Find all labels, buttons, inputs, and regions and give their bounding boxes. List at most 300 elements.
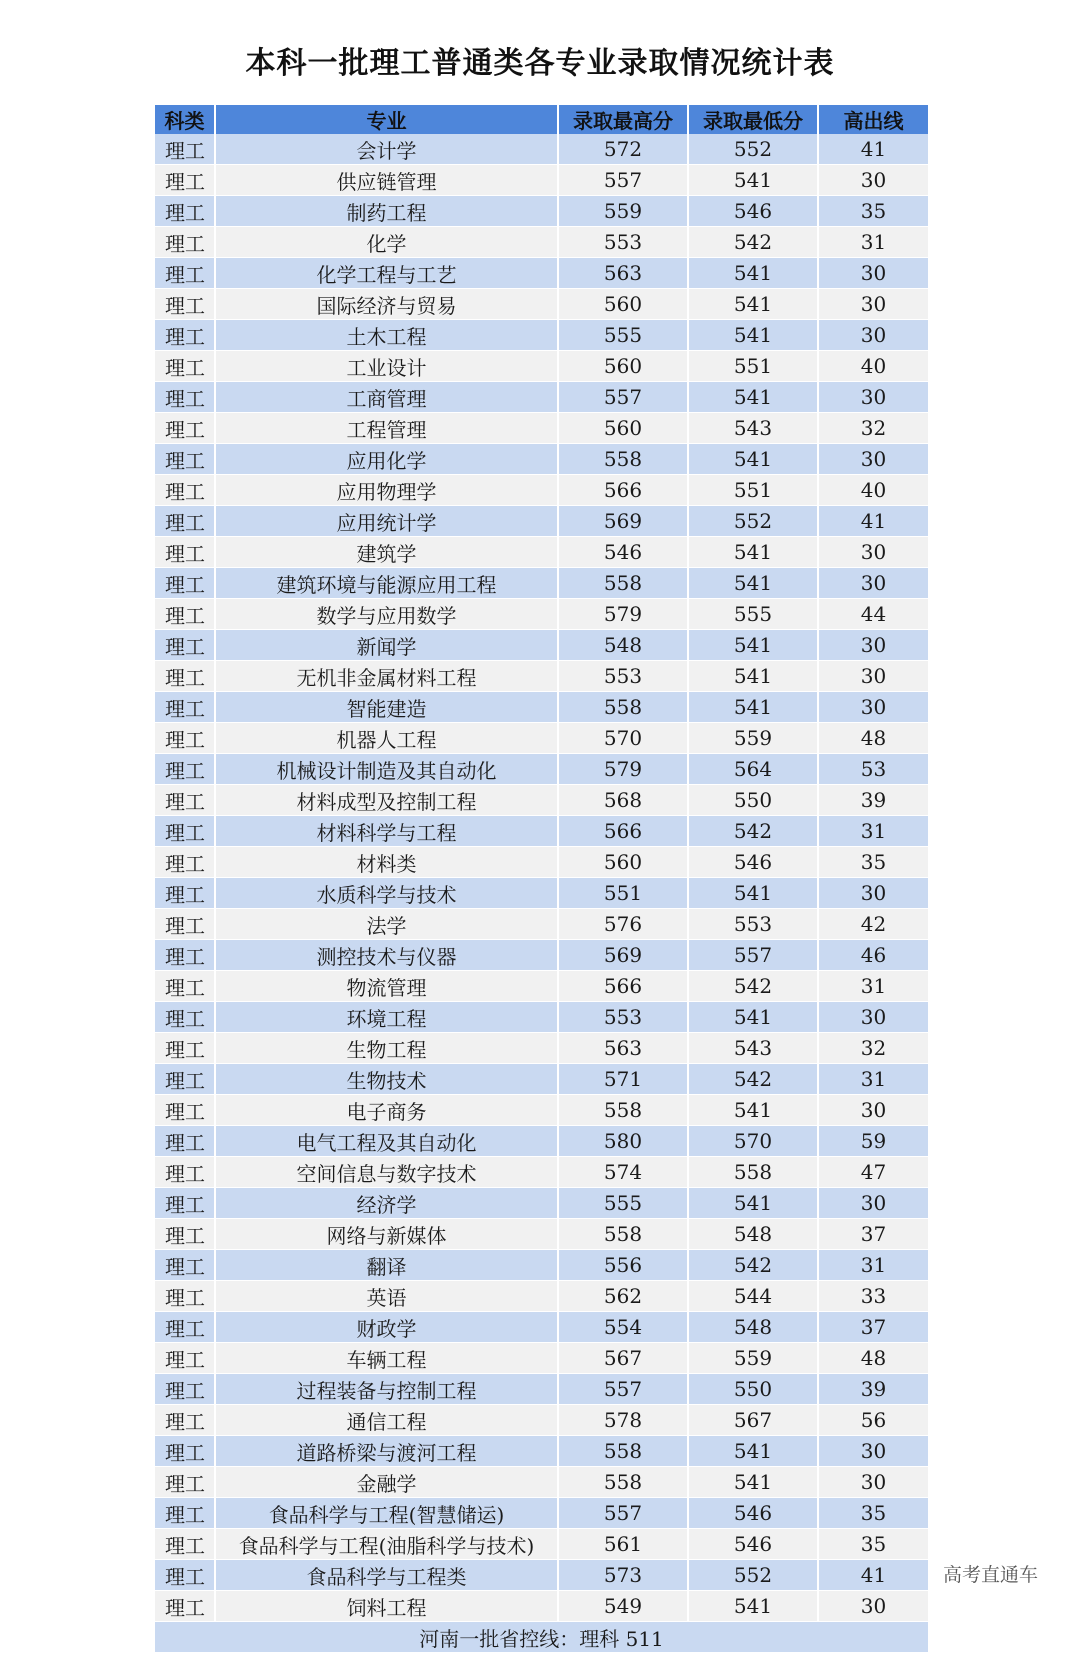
above-line-cell: 35: [818, 1529, 928, 1560]
table-row: [155, 1374, 928, 1405]
max-score-cell: 557: [558, 1374, 688, 1405]
table-row: [155, 1033, 928, 1064]
max-score-cell: 556: [558, 1250, 688, 1281]
table-row: [155, 537, 928, 568]
above-line-cell: 59: [818, 1126, 928, 1157]
min-score-cell: 555: [688, 599, 818, 630]
category-cell: 理工: [155, 1281, 215, 1312]
above-line-cell: 31: [818, 1250, 928, 1281]
max-score-cell: 579: [558, 754, 688, 785]
category-cell: 理工: [155, 816, 215, 847]
table-row: [155, 940, 928, 971]
min-score-cell: 546: [688, 196, 818, 227]
major-cell: 饲料工程: [215, 1591, 558, 1622]
above-line-cell: 30: [818, 1095, 928, 1126]
above-line-cell: 37: [818, 1219, 928, 1250]
header-category: 科类: [155, 105, 215, 134]
max-score-cell: 579: [558, 599, 688, 630]
table-row: [155, 630, 928, 661]
major-cell: 财政学: [215, 1312, 558, 1343]
table-row: [155, 320, 928, 351]
category-cell: 理工: [155, 258, 215, 289]
max-score-cell: 561: [558, 1529, 688, 1560]
above-line-cell: 48: [818, 723, 928, 754]
table-row: [155, 785, 928, 816]
category-cell: 理工: [155, 1560, 215, 1591]
min-score-cell: 548: [688, 1219, 818, 1250]
major-cell: 数学与应用数学: [215, 599, 558, 630]
max-score-cell: 563: [558, 258, 688, 289]
table-row: [155, 599, 928, 630]
major-cell: 法学: [215, 909, 558, 940]
min-score-cell: 551: [688, 351, 818, 382]
category-cell: 理工: [155, 568, 215, 599]
table-row: [155, 382, 928, 413]
admission-table: [155, 105, 928, 1653]
category-cell: 理工: [155, 785, 215, 816]
min-score-cell: 544: [688, 1281, 818, 1312]
major-cell: 国际经济与贸易: [215, 289, 558, 320]
category-cell: 理工: [155, 630, 215, 661]
major-cell: 空间信息与数字技术: [215, 1157, 558, 1188]
major-cell: 应用统计学: [215, 506, 558, 537]
min-score-cell: 543: [688, 413, 818, 444]
above-line-cell: 30: [818, 1188, 928, 1219]
min-score-cell: 541: [688, 382, 818, 413]
watermark: 高考直通车: [943, 1564, 1039, 1586]
max-score-cell: 569: [558, 506, 688, 537]
table-row: [155, 723, 928, 754]
above-line-cell: 40: [818, 351, 928, 382]
major-cell: 食品科学与工程(油脂科学与技术): [215, 1529, 558, 1560]
category-cell: 理工: [155, 1250, 215, 1281]
max-score-cell: 558: [558, 692, 688, 723]
max-score-cell: 546: [558, 537, 688, 568]
min-score-cell: 541: [688, 1188, 818, 1219]
above-line-cell: 35: [818, 196, 928, 227]
major-cell: 工程管理: [215, 413, 558, 444]
min-score-cell: 559: [688, 1343, 818, 1374]
header-row: [155, 105, 928, 134]
max-score-cell: 558: [558, 1436, 688, 1467]
min-score-cell: 546: [688, 1498, 818, 1529]
header-max-score: 录取最高分: [558, 105, 688, 134]
province-control-line: 河南一批省控线：理科 511: [155, 1622, 928, 1653]
max-score-cell: 578: [558, 1405, 688, 1436]
above-line-cell: 47: [818, 1157, 928, 1188]
category-cell: 理工: [155, 971, 215, 1002]
min-score-cell: 550: [688, 785, 818, 816]
max-score-cell: 555: [558, 1188, 688, 1219]
table-row: [155, 754, 928, 785]
category-cell: 理工: [155, 1219, 215, 1250]
category-cell: 理工: [155, 878, 215, 909]
max-score-cell: 553: [558, 1002, 688, 1033]
min-score-cell: 541: [688, 289, 818, 320]
min-score-cell: 570: [688, 1126, 818, 1157]
major-cell: 建筑学: [215, 537, 558, 568]
table-row: [155, 506, 928, 537]
major-cell: 无机非金属材料工程: [215, 661, 558, 692]
category-cell: 理工: [155, 1436, 215, 1467]
category-cell: 理工: [155, 909, 215, 940]
major-cell: 机器人工程: [215, 723, 558, 754]
above-line-cell: 56: [818, 1405, 928, 1436]
major-cell: 土木工程: [215, 320, 558, 351]
major-cell: 测控技术与仪器: [215, 940, 558, 971]
max-score-cell: 548: [558, 630, 688, 661]
table-row: [155, 847, 928, 878]
above-line-cell: 31: [818, 1064, 928, 1095]
max-score-cell: 558: [558, 1219, 688, 1250]
category-cell: 理工: [155, 1591, 215, 1622]
above-line-cell: 30: [818, 878, 928, 909]
category-cell: 理工: [155, 289, 215, 320]
major-cell: 翻译: [215, 1250, 558, 1281]
max-score-cell: 562: [558, 1281, 688, 1312]
category-cell: 理工: [155, 1064, 215, 1095]
major-cell: 化学: [215, 227, 558, 258]
category-cell: 理工: [155, 196, 215, 227]
above-line-cell: 30: [818, 165, 928, 196]
category-cell: 理工: [155, 134, 215, 165]
above-line-cell: 30: [818, 444, 928, 475]
above-line-cell: 30: [818, 1467, 928, 1498]
table-row: [155, 165, 928, 196]
min-score-cell: 541: [688, 692, 818, 723]
table-row: [155, 1498, 928, 1529]
above-line-cell: 31: [818, 816, 928, 847]
max-score-cell: 558: [558, 1467, 688, 1498]
above-line-cell: 32: [818, 1033, 928, 1064]
table-row: [155, 413, 928, 444]
min-score-cell: 552: [688, 134, 818, 165]
major-cell: 道路桥梁与渡河工程: [215, 1436, 558, 1467]
min-score-cell: 541: [688, 1002, 818, 1033]
category-cell: 理工: [155, 1033, 215, 1064]
page-title: 本科一批理工普通类各专业录取情况统计表: [245, 46, 835, 81]
min-score-cell: 541: [688, 630, 818, 661]
category-cell: 理工: [155, 413, 215, 444]
max-score-cell: 560: [558, 413, 688, 444]
min-score-cell: 546: [688, 1529, 818, 1560]
above-line-cell: 30: [818, 661, 928, 692]
above-line-cell: 40: [818, 475, 928, 506]
min-score-cell: 559: [688, 723, 818, 754]
category-cell: 理工: [155, 165, 215, 196]
max-score-cell: 555: [558, 320, 688, 351]
min-score-cell: 541: [688, 1095, 818, 1126]
max-score-cell: 576: [558, 909, 688, 940]
major-cell: 材料成型及控制工程: [215, 785, 558, 816]
above-line-cell: 30: [818, 1436, 928, 1467]
category-cell: 理工: [155, 754, 215, 785]
table-row: [155, 351, 928, 382]
table-row: [155, 196, 928, 227]
table-row: [155, 661, 928, 692]
above-line-cell: 30: [818, 568, 928, 599]
category-cell: 理工: [155, 444, 215, 475]
table-row: [155, 1281, 928, 1312]
table-row: [155, 878, 928, 909]
min-score-cell: 541: [688, 165, 818, 196]
table-row: [155, 1343, 928, 1374]
category-cell: 理工: [155, 1343, 215, 1374]
category-cell: 理工: [155, 1529, 215, 1560]
category-cell: 理工: [155, 382, 215, 413]
table-row: [155, 1529, 928, 1560]
major-cell: 供应链管理: [215, 165, 558, 196]
major-cell: 食品科学与工程类: [215, 1560, 558, 1591]
table-row: [155, 1312, 928, 1343]
min-score-cell: 551: [688, 475, 818, 506]
major-cell: 智能建造: [215, 692, 558, 723]
major-cell: 电气工程及其自动化: [215, 1126, 558, 1157]
major-cell: 工商管理: [215, 382, 558, 413]
major-cell: 生物工程: [215, 1033, 558, 1064]
max-score-cell: 557: [558, 1498, 688, 1529]
category-cell: 理工: [155, 847, 215, 878]
above-line-cell: 30: [818, 1002, 928, 1033]
above-line-cell: 44: [818, 599, 928, 630]
category-cell: 理工: [155, 1188, 215, 1219]
above-line-cell: 32: [818, 413, 928, 444]
table-row: [155, 568, 928, 599]
min-score-cell: 550: [688, 1374, 818, 1405]
min-score-cell: 541: [688, 878, 818, 909]
major-cell: 材料类: [215, 847, 558, 878]
category-cell: 理工: [155, 506, 215, 537]
category-cell: 理工: [155, 940, 215, 971]
above-line-cell: 53: [818, 754, 928, 785]
major-cell: 生物技术: [215, 1064, 558, 1095]
above-line-cell: 30: [818, 289, 928, 320]
table-row: [155, 1064, 928, 1095]
min-score-cell: 567: [688, 1405, 818, 1436]
above-line-cell: 31: [818, 971, 928, 1002]
major-cell: 会计学: [215, 134, 558, 165]
max-score-cell: 560: [558, 847, 688, 878]
max-score-cell: 560: [558, 289, 688, 320]
major-cell: 应用化学: [215, 444, 558, 475]
max-score-cell: 566: [558, 971, 688, 1002]
major-cell: 环境工程: [215, 1002, 558, 1033]
above-line-cell: 42: [818, 909, 928, 940]
max-score-cell: 571: [558, 1064, 688, 1095]
min-score-cell: 541: [688, 1467, 818, 1498]
above-line-cell: 30: [818, 537, 928, 568]
max-score-cell: 568: [558, 785, 688, 816]
major-cell: 物流管理: [215, 971, 558, 1002]
major-cell: 过程装备与控制工程: [215, 1374, 558, 1405]
major-cell: 英语: [215, 1281, 558, 1312]
category-cell: 理工: [155, 1374, 215, 1405]
max-score-cell: 569: [558, 940, 688, 971]
table-row: [155, 1250, 928, 1281]
max-score-cell: 554: [558, 1312, 688, 1343]
major-cell: 材料科学与工程: [215, 816, 558, 847]
above-line-cell: 35: [818, 1498, 928, 1529]
category-cell: 理工: [155, 351, 215, 382]
min-score-cell: 542: [688, 1064, 818, 1095]
above-line-cell: 35: [818, 847, 928, 878]
max-score-cell: 580: [558, 1126, 688, 1157]
above-line-cell: 41: [818, 1560, 928, 1591]
above-line-cell: 39: [818, 1374, 928, 1405]
header-min-score: 录取最低分: [688, 105, 818, 134]
major-cell: 电子商务: [215, 1095, 558, 1126]
category-cell: 理工: [155, 1002, 215, 1033]
major-cell: 经济学: [215, 1188, 558, 1219]
min-score-cell: 542: [688, 1250, 818, 1281]
major-cell: 水质科学与技术: [215, 878, 558, 909]
max-score-cell: 566: [558, 475, 688, 506]
category-cell: 理工: [155, 475, 215, 506]
above-line-cell: 30: [818, 692, 928, 723]
table-row: [155, 1002, 928, 1033]
min-score-cell: 552: [688, 1560, 818, 1591]
table-row: [155, 1126, 928, 1157]
max-score-cell: 570: [558, 723, 688, 754]
above-line-cell: 48: [818, 1343, 928, 1374]
min-score-cell: 541: [688, 1591, 818, 1622]
above-line-cell: 30: [818, 630, 928, 661]
major-cell: 网络与新媒体: [215, 1219, 558, 1250]
table-body: [155, 134, 928, 1622]
max-score-cell: 567: [558, 1343, 688, 1374]
above-line-cell: 31: [818, 227, 928, 258]
category-cell: 理工: [155, 1095, 215, 1126]
major-cell: 金融学: [215, 1467, 558, 1498]
footer-row: [155, 1622, 928, 1653]
category-cell: 理工: [155, 1157, 215, 1188]
table-row: [155, 134, 928, 165]
min-score-cell: 541: [688, 1436, 818, 1467]
max-score-cell: 558: [558, 444, 688, 475]
table-row: [155, 1157, 928, 1188]
max-score-cell: 549: [558, 1591, 688, 1622]
max-score-cell: 558: [558, 568, 688, 599]
above-line-cell: 30: [818, 258, 928, 289]
header-above-line: 高出线: [818, 105, 928, 134]
category-cell: 理工: [155, 599, 215, 630]
above-line-cell: 41: [818, 506, 928, 537]
major-cell: 化学工程与工艺: [215, 258, 558, 289]
table-row: [155, 1467, 928, 1498]
min-score-cell: 548: [688, 1312, 818, 1343]
min-score-cell: 546: [688, 847, 818, 878]
max-score-cell: 573: [558, 1560, 688, 1591]
category-cell: 理工: [155, 661, 215, 692]
table-row: [155, 1405, 928, 1436]
table-row: [155, 909, 928, 940]
above-line-cell: 37: [818, 1312, 928, 1343]
major-cell: 机械设计制造及其自动化: [215, 754, 558, 785]
min-score-cell: 558: [688, 1157, 818, 1188]
min-score-cell: 541: [688, 258, 818, 289]
table-row: [155, 692, 928, 723]
category-cell: 理工: [155, 723, 215, 754]
category-cell: 理工: [155, 1312, 215, 1343]
above-line-cell: 46: [818, 940, 928, 971]
max-score-cell: 566: [558, 816, 688, 847]
max-score-cell: 557: [558, 165, 688, 196]
table-row: [155, 227, 928, 258]
header-major: 专业: [215, 105, 558, 134]
max-score-cell: 553: [558, 661, 688, 692]
major-cell: 工业设计: [215, 351, 558, 382]
max-score-cell: 572: [558, 134, 688, 165]
major-cell: 通信工程: [215, 1405, 558, 1436]
category-cell: 理工: [155, 692, 215, 723]
above-line-cell: 30: [818, 320, 928, 351]
above-line-cell: 33: [818, 1281, 928, 1312]
table-row: [155, 1436, 928, 1467]
table-row: [155, 444, 928, 475]
table-row: [155, 1188, 928, 1219]
max-score-cell: 563: [558, 1033, 688, 1064]
min-score-cell: 564: [688, 754, 818, 785]
max-score-cell: 559: [558, 196, 688, 227]
category-cell: 理工: [155, 1467, 215, 1498]
min-score-cell: 542: [688, 816, 818, 847]
min-score-cell: 541: [688, 320, 818, 351]
min-score-cell: 552: [688, 506, 818, 537]
min-score-cell: 541: [688, 661, 818, 692]
major-cell: 建筑环境与能源应用工程: [215, 568, 558, 599]
category-cell: 理工: [155, 537, 215, 568]
table-row: [155, 1591, 928, 1622]
major-cell: 新闻学: [215, 630, 558, 661]
max-score-cell: 558: [558, 1095, 688, 1126]
max-score-cell: 557: [558, 382, 688, 413]
max-score-cell: 574: [558, 1157, 688, 1188]
above-line-cell: 39: [818, 785, 928, 816]
category-cell: 理工: [155, 320, 215, 351]
category-cell: 理工: [155, 1498, 215, 1529]
table-row: [155, 1095, 928, 1126]
min-score-cell: 542: [688, 227, 818, 258]
table-row: [155, 258, 928, 289]
category-cell: 理工: [155, 1126, 215, 1157]
table-row: [155, 971, 928, 1002]
major-cell: 食品科学与工程(智慧储运): [215, 1498, 558, 1529]
min-score-cell: 553: [688, 909, 818, 940]
above-line-cell: 30: [818, 382, 928, 413]
major-cell: 制药工程: [215, 196, 558, 227]
major-cell: 车辆工程: [215, 1343, 558, 1374]
min-score-cell: 541: [688, 537, 818, 568]
min-score-cell: 542: [688, 971, 818, 1002]
category-cell: 理工: [155, 1405, 215, 1436]
major-cell: 应用物理学: [215, 475, 558, 506]
table-row: [155, 475, 928, 506]
max-score-cell: 560: [558, 351, 688, 382]
min-score-cell: 541: [688, 568, 818, 599]
above-line-cell: 41: [818, 134, 928, 165]
min-score-cell: 541: [688, 444, 818, 475]
max-score-cell: 553: [558, 227, 688, 258]
max-score-cell: 551: [558, 878, 688, 909]
table-row: [155, 289, 928, 320]
table-row: [155, 1219, 928, 1250]
above-line-cell: 30: [818, 1591, 928, 1622]
table-row: [155, 816, 928, 847]
category-cell: 理工: [155, 227, 215, 258]
min-score-cell: 557: [688, 940, 818, 971]
min-score-cell: 543: [688, 1033, 818, 1064]
table-row: [155, 1560, 928, 1591]
